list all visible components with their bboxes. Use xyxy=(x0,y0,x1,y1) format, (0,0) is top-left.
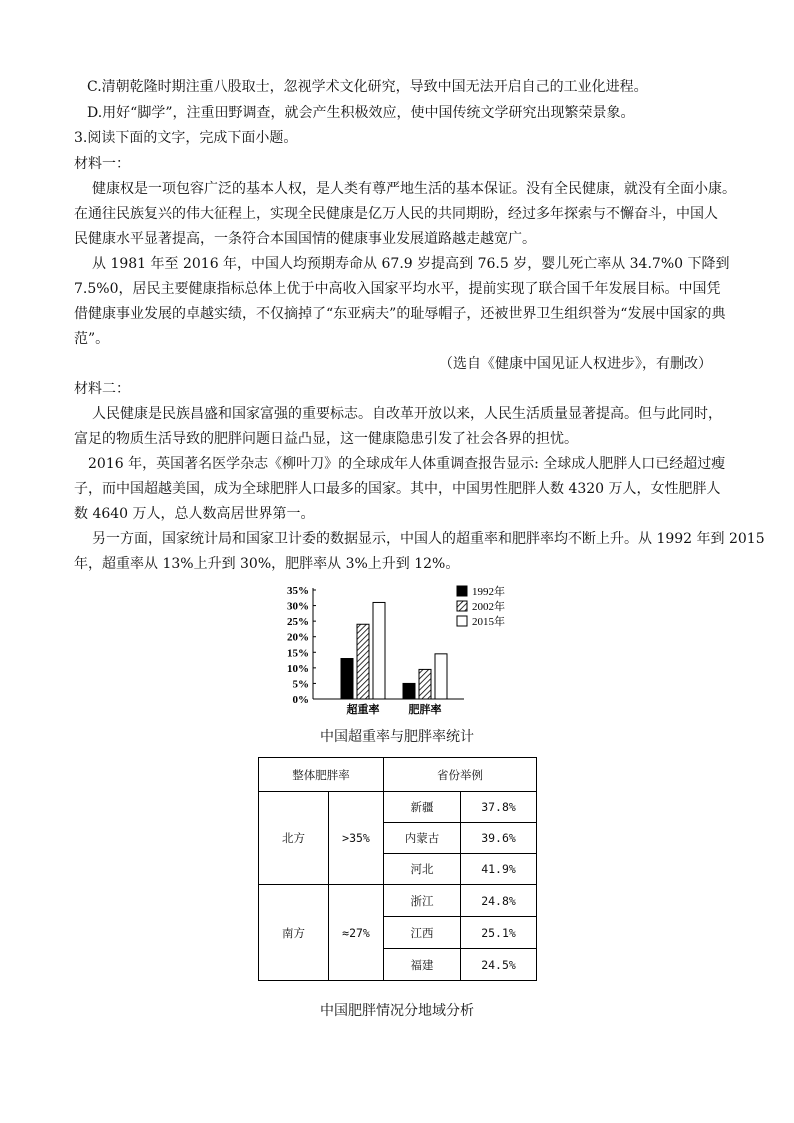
value-cell: 24.5% xyxy=(461,949,537,981)
bar xyxy=(373,602,385,699)
y-tick-label: 15% xyxy=(287,647,309,660)
y-tick-label: 25% xyxy=(287,616,309,629)
table-caption: 中国肥胖情况分地域分析 xyxy=(320,1003,474,1019)
material-1-p2-line4: 范”。 xyxy=(74,331,110,347)
y-tick-label: 30% xyxy=(287,600,309,613)
material-1-p1-line2: 在通往民族复兴的伟大征程上，实现全民健康是亿万人民的共同期盼，经过多年探索与不懈奋斗，中国人 xyxy=(74,206,718,222)
value-cell: 37.8% xyxy=(461,792,537,823)
material-2-p3-line2: 年，超重率从 13%上升到 30%，肥胖率从 3%上升到 12%。 xyxy=(74,556,460,572)
province-cell: 新疆 xyxy=(384,792,461,823)
table-header-provinces: 省份举例 xyxy=(384,758,537,792)
region-south: 南方 xyxy=(259,885,329,981)
legend-swatch xyxy=(457,601,467,611)
option-c: C.清朝乾隆时期注重八股取士，忽视学术文化研究，导致中国无法开启自己的工业化进程。 xyxy=(87,79,648,95)
legend-swatch xyxy=(457,616,467,626)
category-label: 肥胖率 xyxy=(408,703,442,715)
y-tick-label: 0% xyxy=(292,694,309,706)
bar xyxy=(403,683,415,699)
rate-north: >35% xyxy=(329,792,384,885)
province-cell: 江西 xyxy=(384,917,461,949)
bar xyxy=(435,654,447,699)
bar-chart xyxy=(280,580,530,715)
material-1-p1-line3: 民健康水平显著提高，一条符合本国国情的健康事业发展道路越走越宽广。 xyxy=(74,231,536,247)
province-cell: 内蒙古 xyxy=(384,823,461,854)
material-2-p2-line1: 2016 年，英国著名医学杂志《柳叶刀》的全球成年人体重调查报告显示: 全球成人肥胖人口已经超过瘦 xyxy=(88,456,726,472)
material-1-p2-line2: 7.5%0，居民主要健康指标总体上优于中高收入国家平均水平，提前实现了联合国千年发展目标。中国凭 xyxy=(74,281,721,297)
value-cell: 24.8% xyxy=(461,885,537,917)
value-cell: 41.9% xyxy=(461,854,537,885)
bar xyxy=(357,624,369,699)
material-1-p2-line1: 从 1981 年至 2016 年，中国人均预期寿命从 67.9 岁提高到 76.5 岁，婴儿死亡率从 34.7%0 下降到 xyxy=(92,256,730,272)
y-tick-label: 20% xyxy=(287,631,309,644)
question-3: 3.阅读下面的文字，完成下面小题。 xyxy=(74,130,298,146)
legend-swatch xyxy=(457,586,467,596)
obesity-region-table xyxy=(258,757,537,981)
material-1-source: （选自《健康中国见证人权进步》，有删改） xyxy=(439,356,712,372)
option-d: D.用好“脚学”，注重田野调查，就会产生积极效应，使中国传统文学研究出现繁荣景象。 xyxy=(87,105,635,121)
material-2-title: 材料二： xyxy=(74,381,130,397)
material-2-p1-line1: 人民健康是民族昌盛和国家富强的重要标志。自改革开放以来，人民生活质量显著提高。但与此同时， xyxy=(92,406,722,422)
legend-label: 1992年 xyxy=(472,586,505,598)
bar xyxy=(419,669,431,699)
value-cell: 39.6% xyxy=(461,823,537,854)
rate-south: ≈27% xyxy=(329,885,384,981)
material-2-p2-line2: 子，而中国超越美国，成为全球肥胖人口最多的国家。其中，中国男性肥胖人数 4320 万人，女性肥胖人 xyxy=(74,481,721,497)
bar xyxy=(341,659,353,699)
material-1-p1-line1: 健康权是一项包容广泛的基本人权，是人类有尊严地生活的基本保证。没有全民健康，就没有全面小康。 xyxy=(92,181,736,197)
category-label: 超重率 xyxy=(346,703,380,715)
material-1-p2-line3: 借健康事业发展的卓越实绩，不仅摘掉了“东亚病夫”的耻辱帽子，还被世界卫生组织誉为“发展中国家的典 xyxy=(74,306,726,322)
region-north: 北方 xyxy=(259,792,329,885)
value-cell: 25.1% xyxy=(461,917,537,949)
table-header-overall: 整体肥胖率 xyxy=(259,758,384,792)
y-tick-label: 5% xyxy=(292,678,309,691)
material-2-p1-line2: 富足的物质生活导致的肥胖问题日益凸显，这一健康隐患引发了社会各界的担忧。 xyxy=(74,431,578,447)
material-1-title: 材料一： xyxy=(74,156,130,172)
legend-label: 2015年 xyxy=(472,616,505,628)
chart-caption: 中国超重率与肥胖率统计 xyxy=(320,729,474,745)
province-cell: 福建 xyxy=(384,949,461,981)
legend-label: 2002年 xyxy=(472,601,505,613)
material-2-p2-line3: 数 4640 万人，总人数高居世界第一。 xyxy=(74,506,315,522)
material-2-p3-line1: 另一方面，国家统计局和国家卫计委的数据显示，中国人的超重率和肥胖率均不断上升。从 1992 年到 2015 xyxy=(92,531,765,547)
y-tick-label: 35% xyxy=(287,585,309,597)
y-tick-label: 10% xyxy=(287,662,309,675)
province-cell: 浙江 xyxy=(384,885,461,917)
province-cell: 河北 xyxy=(384,854,461,885)
